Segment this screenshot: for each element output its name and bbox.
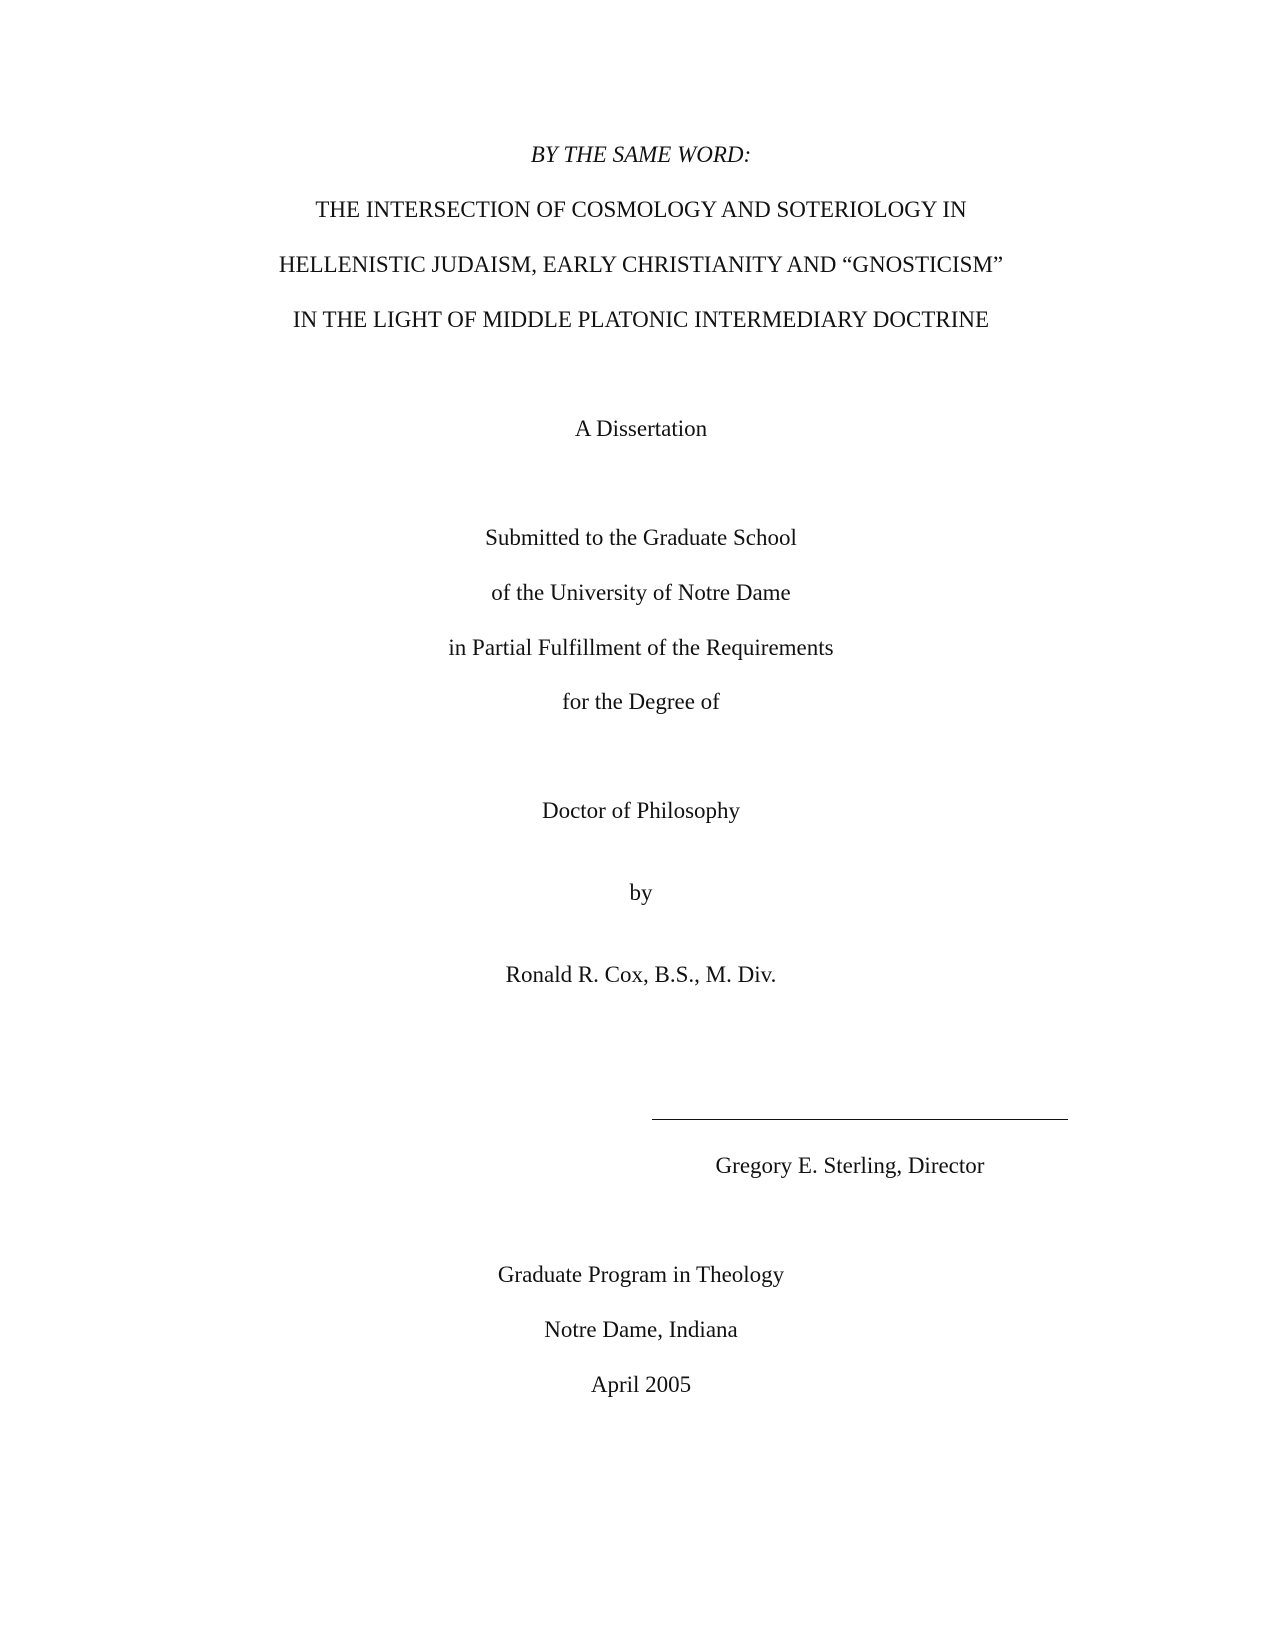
by-label: by bbox=[629, 880, 653, 905]
title-line-2: THE INTERSECTION OF COSMOLOGY AND SOTERIOLOGY IN bbox=[315, 197, 967, 222]
director-name: Gregory E. Sterling, Director bbox=[715, 1153, 985, 1178]
author-name: Ronald R. Cox, B.S., M. Div. bbox=[505, 962, 777, 987]
submission-line-3: in Partial Fulfillment of the Requirements bbox=[448, 635, 834, 660]
submission-line-4: for the Degree of bbox=[562, 689, 720, 714]
title-line-1: BY THE SAME WORD: bbox=[530, 142, 752, 167]
location: Notre Dame, Indiana bbox=[544, 1317, 738, 1342]
submission-line-2: of the University of Notre Dame bbox=[491, 580, 791, 605]
degree-name: Doctor of Philosophy bbox=[541, 798, 741, 823]
signature-line bbox=[652, 1119, 1068, 1120]
program-name: Graduate Program in Theology bbox=[497, 1262, 785, 1287]
title-line-4: IN THE LIGHT OF MIDDLE PLATONIC INTERMEDIARY DOCTRINE bbox=[292, 307, 990, 332]
document-type: A Dissertation bbox=[574, 416, 708, 441]
title-line-3: HELLENISTIC JUDAISM, EARLY CHRISTIANITY AND “GNOSTICISM” bbox=[278, 252, 1004, 277]
submission-line-1: Submitted to the Graduate School bbox=[485, 525, 797, 550]
submission-date: April 2005 bbox=[590, 1372, 692, 1397]
